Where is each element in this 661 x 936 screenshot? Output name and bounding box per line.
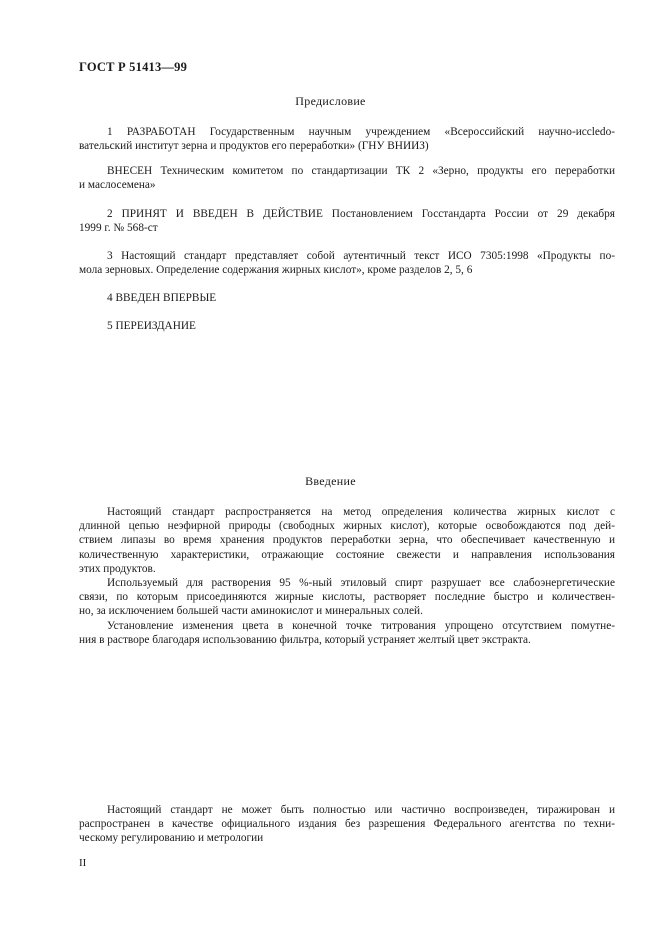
intro-p1-line-3: ствием липазы во время хранения продуктов переработки зерна, что обеспечивает качественную и bbox=[79, 534, 615, 547]
foreword-item-4: 4 ВВЕДЕН ВПЕРВЫЕ bbox=[107, 292, 217, 304]
intro-p1-line-2: длинной цепью неэфирной природы (свободных жирных кислот), которые освобождаются под дей- bbox=[79, 520, 615, 533]
foreword-item-3-line-1: 3 Настоящий стандарт представляет собой аутентичный текст ИСО 7305:1998 «Продукты по- bbox=[107, 250, 615, 262]
foreword-item-2-line-2: 1999 г. № 568-ст bbox=[79, 222, 158, 235]
intro-p1-line-4: количественную характеристики, отражающие состояние свежести и направления использования bbox=[79, 548, 615, 561]
foreword-introduced-by bbox=[79, 164, 615, 192]
notice-line-2: распространен в качестве официального издания без разрешения Федерального агентства по техни- bbox=[79, 818, 615, 831]
intro-p3-line-1: Установление изменения цвета в конечной точке титрования упрощено отсутствием помутне- bbox=[107, 620, 615, 632]
document-code: ГОСТ Р 51413—99 bbox=[79, 60, 188, 74]
page-number: II bbox=[79, 857, 87, 869]
foreword-item-2 bbox=[79, 207, 615, 235]
intro-paragraph-2 bbox=[79, 576, 615, 619]
foreword-item-1-line-2: вательский институт зерна и продуктов его переработки» (ГНУ ВНИИЗ) bbox=[79, 140, 429, 153]
notice-line-1: Настоящий стандарт не может быть полностью или частично воспроизведен, тиражирован и bbox=[107, 804, 615, 816]
foreword-title: Предисловие bbox=[295, 94, 366, 108]
foreword-item-5: 5 ПЕРЕИЗДАНИЕ bbox=[107, 320, 196, 332]
intro-p2-line-2: связи, по которым присоединяются жирные кислоты, растворяет последние быстро и количествен- bbox=[79, 591, 615, 604]
intro-p3-line-2: ния в растворе благодаря использованию фильтра, который устраняет желтый цвет экстракта. bbox=[79, 634, 531, 647]
foreword-introduced-by-line-2: и маслосемена» bbox=[79, 179, 156, 192]
foreword-item-1-line-1: 1 РАЗРАБОТАН Государственным научным учреждением «Всероссийский научно-иссledo- bbox=[107, 126, 615, 138]
copyright-notice bbox=[79, 803, 615, 846]
intro-paragraph-1 bbox=[79, 505, 615, 576]
foreword-item-1 bbox=[79, 125, 615, 153]
intro-p1-line-1: Настоящий стандарт распространяется на метод определения количества жирных кислот с bbox=[107, 506, 615, 518]
intro-title: Введение bbox=[305, 474, 356, 488]
intro-p2-line-3: но, за исключением большей части аминокислот и минеральных солей. bbox=[79, 605, 423, 618]
foreword-item-2-line-1: 2 ПРИНЯТ И ВВЕДЕН В ДЕЙСТВИЕ Постановлением Госстандарта России от 29 декабря bbox=[107, 208, 615, 220]
foreword-item-3-line-2: мола зерновых. Определение содержания жирных кислот», кроме разделов 2, 5, 6 bbox=[79, 264, 473, 277]
intro-p1-line-5: этих продуктов. bbox=[79, 562, 156, 575]
intro-p2-line-1: Используемый для растворения 95 %-ный этиловый спирт разрушает все слабоэнергетические bbox=[107, 577, 615, 589]
foreword-item-3 bbox=[79, 249, 615, 277]
intro-paragraph-3 bbox=[79, 619, 615, 647]
foreword-introduced-by-line-1: ВНЕСЕН Техническим комитетом по стандартизации ТК 2 «Зерно, продукты его переработки bbox=[107, 165, 615, 177]
notice-line-3: ческому регулированию и метрологии bbox=[79, 832, 264, 845]
